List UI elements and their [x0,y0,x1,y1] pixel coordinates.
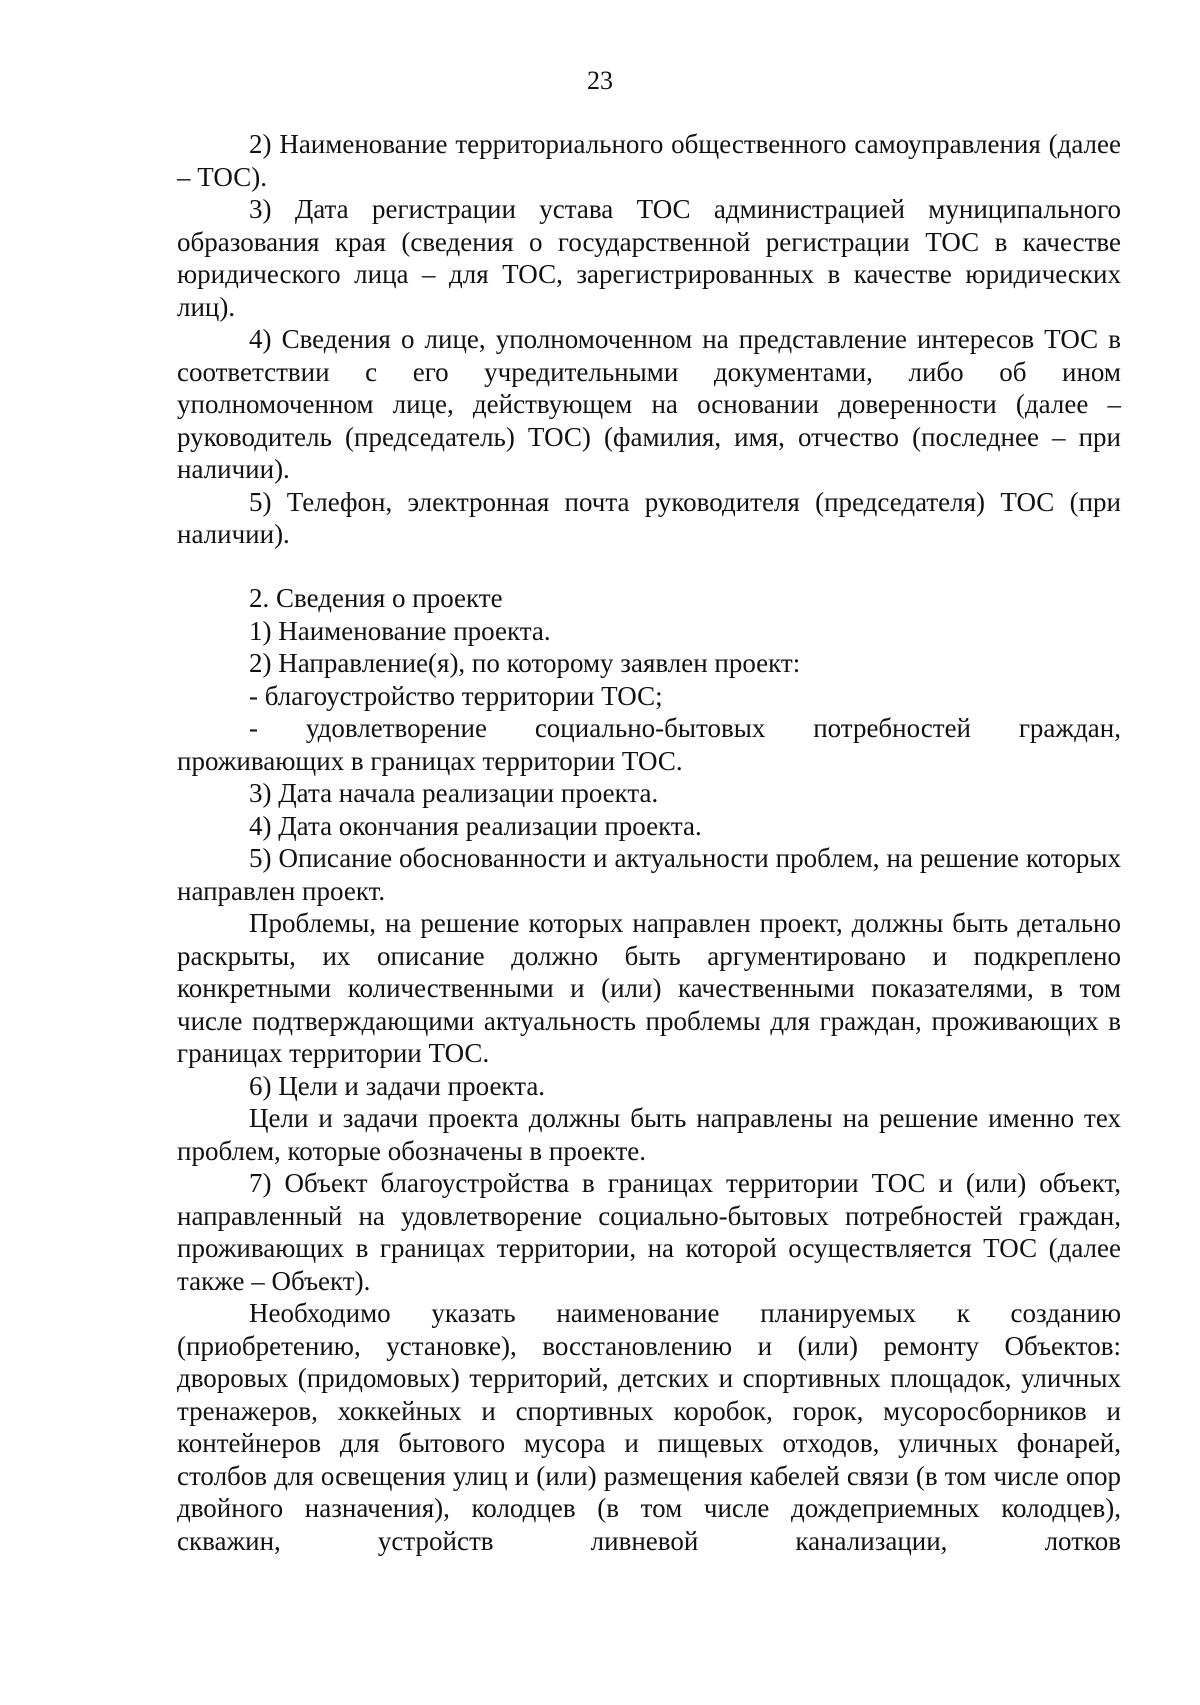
paragraph-start-date: 3) Дата начала реализации проекта. [249,778,659,808]
project-info-section [177,582,1121,1557]
paragraph-problem-description: 5) Описание обоснованности и актуальности проблем, на решение которых направлен проект. [177,843,1121,906]
paragraph-object: 7) Объект благоустройства в границах территории ТОС и (или) объект, направленный на удовлетворение социально-бытовых потребностей граждан, проживающих в границах территории, на которой осуществляется ТОС (далее также – Объект). [177,1168,1121,1296]
page-number: 23 [587,66,613,95]
list-item-social-needs: - удовлетворение социально-бытовых потребностей граждан, проживающих в границах территории ТОС. [177,713,1121,776]
paragraph-goals-detail: Цели и задачи проекта должны быть направлены на решение именно тех проблем, которые обозначены в проекте. [177,1103,1121,1166]
paragraph-contacts: 5) Телефон, электронная почта руководителя (председателя) ТОС (при наличии). [177,486,1121,549]
paragraph-representative: 4) Сведения о лице, уполномоченном на представление интересов ТОС в соответствии с его учредительными документами, либо об ином уполномоченном лице, действующем на основании доверенности (далее – руководитель (председатель) ТОС) (фамилия, имя, отчество (последнее – при наличии). [177,324,1121,484]
list-item-improvement: - благоустройство территории ТОС; [249,680,663,711]
paragraph-object-list: Необходимо указать наименование планируемых к созданию (приобретению, установке), восстановлению и (или) ремонту Объектов: дворовых (придомовых) территорий, детских и спортивных площадок, уличных тренажеров, хоккейных и спортивных коробок, горок, мусоросборников и контейнеров для бытового мусора и пищевых отходов, уличных фонарей, столбов для освещения улиц и (или) размещения кабелей связи (в том числе опор двойного назначения), колодцев (в том числе дождеприемных колодцев), скважин, устройств ливневой канализации, лотков [177,1298,1121,1556]
paragraph-charter-date: 3) Дата регистрации устава ТОС администрацией муниципального образования края (сведения о государственной регистрации ТОС в качестве юридического лица – для ТОС, зарегистрированных в качестве юридических лиц). [177,194,1121,322]
applicant-info-section [177,128,1121,551]
paragraph-tos-name: 2) Наименование территориального общественного самоуправления (далее – ТОС). [177,129,1121,192]
paragraph-directions: 2) Направление(я), по которому заявлен проект: [249,648,801,678]
paragraph-end-date: 4) Дата окончания реализации проекта. [249,810,702,841]
section-heading: 2. Сведения о проекте [249,583,503,613]
paragraph-problems-detail: Проблемы, на решение которых направлен проект, должны быть детально раскрыты, их описание должно быть аргументировано и подкреплено конкретными количественными и (или) качественными показателями, в том числе подтверждающими актуальность проблемы для граждан, проживающих в границах территории ТОС. [177,908,1121,1068]
paragraph-goals: 6) Цели и задачи проекта. [249,1070,546,1101]
paragraph-project-name: 1) Наименование проекта. [249,615,551,646]
